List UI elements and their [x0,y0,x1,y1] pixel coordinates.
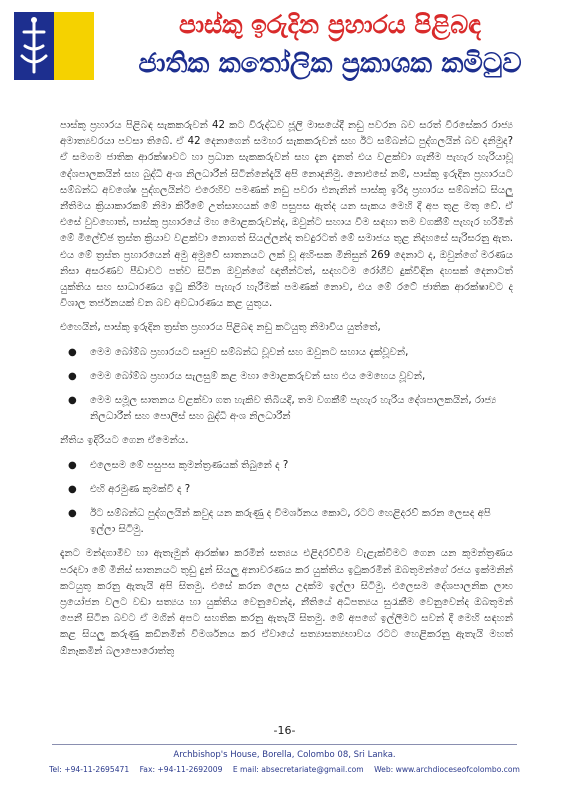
letter-body [60,118,513,660]
bullet-list-2 [60,458,513,539]
list-item: ● එහි අරමුණ කුමක්වී ද ? [68,482,513,498]
footer-address: Archbishop's House, Borella, Colombo 08, Sri Lanka. [173,750,396,760]
list-item: ● මෙම සමූල ඝාතනය වළක්වා ගත හැකිව තිබියදී, තම වගකීම් පැහැර හැරිය දේශපාලකයින්, රාජ්‍ය නිලධාරීන් සහ පොලිස් සහ බුද්ධි අංශ නිලධාරීන් [68,395,497,423]
bullet-icon: ● [68,370,77,382]
footer-web: Web: www.archdioceseofcolombo.com [374,765,520,774]
paragraph-3: නීතිය ඉදිරියට ගෙන ඒමෙන්ය. [60,435,189,447]
footer-email: E mail: absecretariate@gmail.com [232,765,364,774]
letterhead [0,0,569,96]
letterhead-title-line2: ජාතික කතෝලික ප්‍රකාශක කමිටුව [138,48,522,79]
archdiocese-logo [14,12,94,80]
footer-divider [52,744,517,745]
footer-contact [0,765,569,774]
footer-fax: Fax: +94-11-2692009 [139,765,223,774]
footer-tel: Tel: +94-11-2695471 [49,765,130,774]
bullet-icon: ● [68,508,77,520]
list-item: ● මෙම බෝම්බ ප්‍රහාරයට සෘජුව සම්බන්ධ වූවන් සහ ඔවුනට සහාය දැක්වූවන්, [68,345,513,361]
paragraph-2: එහෙයින්, පාස්කු ඉරුදින ත්‍රස්ත ප්‍රහාරය පිළිබඳ නඩු කටයුතු නිමාවිය යුත්තේ, [60,322,381,334]
bullet-icon: ● [68,346,77,358]
bullet-list-1 [60,345,513,426]
list-item: ● ඊට සම්බන්ධ පුද්ගලයින් කවුද යන කරුණු ද විමර්ශනය කොට, රටට හෙළිදරව් කරන ලෙසද අපි ඉල්ලා සිටිමු. [68,508,491,536]
list-item: ● මෙම බෝම්බ ප්‍රහාරය සැලසුම් කළ මහා මොළකරුවන් සහ එය මෙහෙය වූවන්, [68,369,513,385]
list-item: ● එලෙසම මේ පසුපස කුමන්ත්‍රණයක් තිබුනේ ද ? [68,458,513,474]
page-number: -16- [273,724,296,737]
bullet-icon: ● [68,459,77,471]
bullet-icon: ● [68,395,77,407]
bullet-icon: ● [68,483,77,495]
paragraph-4: දැනට මන්දගාමීව හා ඇතැමුන් ආරක්ෂා කරමින් සත්‍යය එළිදරව්වීම වැළැක්වීමට ගෙන යන කුමන්ත්‍රණය පරදවා මේ මිනිස් ඝාතනයට තුඩු දුන් සියලු අනාවරණය කර යුක්තිය ඉටුකරමින් ඔබතුමන්ගේ රජය ඉක්මනින් කටයුතු කරනු ඇතැයි අපි සිතමු. එසේ කරන ලෙස උදක්ම ඉල්ලා සිටිමු. එලෙසම දේශපාලනික ලාභ ප්‍රයෝජන වලට වඩා සත්‍යය හා යුක්තිය වෙනුවෙන්ද, නීතියේ අධිපත්‍යය සුරැකීම වෙනුවෙන්ද ඔබතුමන් පෙනී සිටින බවට ඒ මගින් අපට සහතික කරනු ඇතැයි සිතමු. මේ අපගේ ඉල්ලීමට සවන් දී මෙහි සඳහන් කළ සියලු කරුණු කඩිනමින් විමර්ශනය කර ඒවායේ සත්‍යාසත්‍යභාවය රටට හෙළිකරනු ඇතැයි මහත් ඕනෑකමින් බලාපොරොත්තු [60,548,513,657]
letterhead-title-line1: පාස්කු ඉරුදින ප්‍රහාරය පිළිබඳ [178,10,481,39]
paragraph-1: පාස්කු ප්‍රහාරය පිළිබඳ සැකකරුවන් 42 කට විරුද්ධව ජූලි මාසයේදී නඩු පවරන බව සරත් වීරසේකර රාජ්‍ය අමාත්‍යවරයා පවසා තිබේ. ඒ 42 දෙනාගෙන් සමහර සැකකරුවන් සහ ඊට සම්බන්ධ පුද්ගලයින් බව දනිමුද? ඒ සමගම ජාතික ආරක්ෂාවට හා ප්‍රධාන සැකකරුවන් සහ දැන දැනත් එය වළක්වා ගැනීම පැහැර හැරියාවූ දේශපාලකයින් සහ බුද්ධි අංශ නිලධාරීන් සිටින්නේදැයි අපි නොදනිමු. නොඑසේ නම්, පාස්කු ඉරුදින ප්‍රහාරයට සම්බන්ධ අවශේෂ පුද්ගලයින්ට එරෙහිව පමණක් නඩු පවරා එනැනින් පාස්කු ඉරිදා ප්‍රහාරය සම්බන්ධ සියලු නීතිමය ක්‍රියාකාරකම් නිමා කිරීමේ උත්සාහයක් මේ පසුපස ඇත්ද යන සැකය මෙහි දී අප තුළ මතු වේ. ඒ එසේ වුවහොත්, පාස්කු ප්‍රහාරයේ මහ මොළකරුවන්ද, ඔවුන්ට සහාය වීම සඳහා තම වගකීම් පැහැර හරිමින් මේ මිලේච්ඡ ත්‍රස්ත ක්‍රියාව වළක්වා නොගත් සියල්ලන්ද තවදුරටත් මේ සමාජය තුළ නිදහසේ සැරිසරනු ඇත. එය මේ ත්‍රස්ත ප්‍රහාරයෙන් අමු අමුවේ ඝාතනයට ලක් වූ අහිංසක මිනිසුන් 269 දෙනාට ද, ඔවුන්ගේ මරණය නිසා අසරණව පීඩාවට පත්ව සිටින ඔවුන්ගේ ඥාතීන්ටත්, සදහටම රෝගීව දුක්විඳින දහසක් දෙනාටත් යුක්තිය සහ සාධාරණය ඉටු කිරීම පැහැර හැරීමක් පමණක් නොව, එය මේ රටේ ජාතික ආරක්ෂාවට ද විශාල තර්ජනයක් වන බව අවධාරණය කළ යුතුය. [60,120,513,310]
